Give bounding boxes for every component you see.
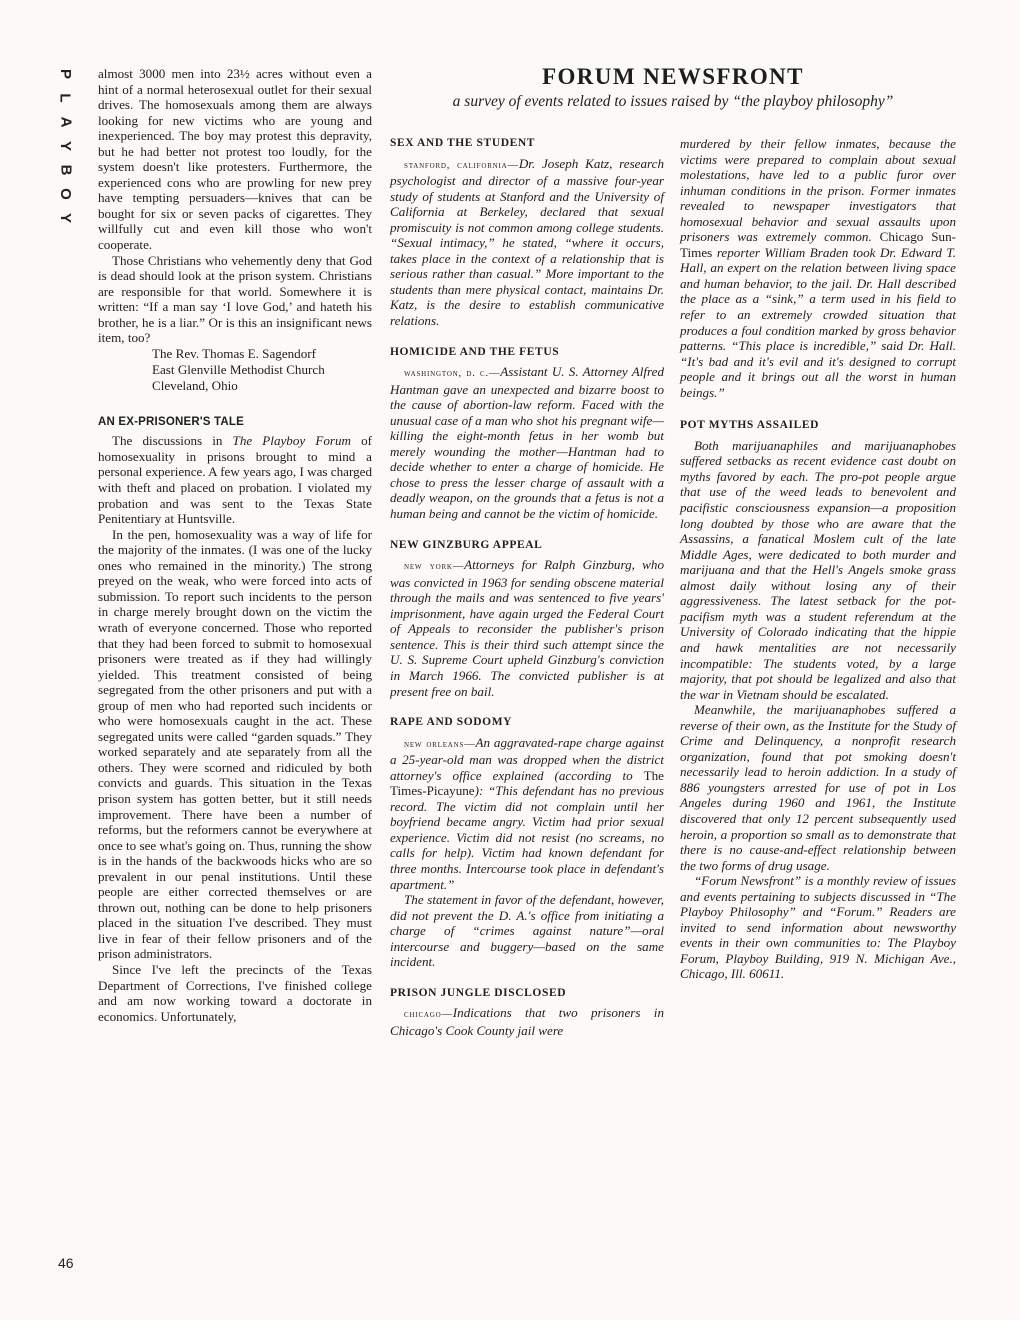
signature-church: East Glenville Methodist Church (152, 361, 325, 377)
news-item: Meanwhile, the marijuanaphobes suffered a reverse of their own, as the Institute for the Study of Crime and Delinquency, a nonprofit research organization, found that pot smoking doesn't necessarily lead to heroin addiction. In a study of 886 youngsters arrested for use of pot in Los Angeles during 1960 and 1961, the Institute discovered that only 12 percent subsequently used heroin, a proportion so small as to demonstrate that there is no cause-and-effect relationship between the two forms of drug usage. (680, 702, 956, 873)
news-item: The statement in favor of the defendant, however, did not prevent the D. A.'s office from initiating a charge of “crimes against nature”—oral intercourse and buggery—based on the same incident. (390, 892, 664, 970)
spine-letter: L (56, 93, 74, 103)
column-left (98, 66, 372, 1024)
column-middle (390, 136, 664, 1038)
news-heading: POT MYTHS ASSAILED (680, 419, 820, 432)
editor-note: “Forum Newsfront” is a monthly review of issues and events pertaining to subjects discussed in “The Playboy Philosophy” and “Forum.” Readers are invited to send information about newsworthy events in their own communities to: The Playboy Forum, Playboy Building, 919 N. Michigan Ave., Chicago, Ill. 60611. (680, 873, 956, 982)
publication-title: Chicago Sun-Times (680, 229, 956, 260)
publication-title: The Times-Picayune (390, 767, 664, 799)
news-item: new orleans—An aggravated-rape charge against a 25-year-old man was dropped when the district attorney's office explained (according to The Times-Picayune): “This defendant has no previous record. The victim did not complain until her boyfriend became angry. Victim had prior sexual experience. Victim did not resist (no screams, no calls for help). Victim had known defendant for three months. Intercourse took place in defendant's apartment.” (390, 734, 664, 892)
news-item: washington, d. c.—Assistant U. S. Attorney Alfred Hantman gave an unexpected and bizarre boost to the cause of abortion-law reform. Faced with the unusual case of a man who shot his pregnant wife—killing the eight-month fetus in her womb but merely wounding the mother—Hantman had to decide whether to enter a charge of homicide. He chose to press the lesser charge of assault with a deadly weapon, on the grounds that a fetus is not a human being and cannot be the victim of homicide. (390, 364, 664, 522)
section-header (390, 64, 956, 112)
spine-letter: P (56, 68, 74, 80)
paragraph: almost 3000 men into 23½ acres without even a hint of a normal heterosexual outlet for their sexual drives. The homosexuals among them are always looking for new victims who are young and inexperienced. The boy may protest this depravity, but he had better not protest too loudly, for the system doesn't like protesters. Furthermore, the experienced cons who are prowling for new prey have tempting persuaders—knives that can be bought for six or seven packs of cigarettes. They willfully cut and even kill those who won't cooperate. (98, 66, 372, 253)
dateline: stanford, california— (404, 159, 519, 171)
news-item: murdered by their fellow inmates, because the victims were prepared to complain about sexual molestations, have led to a public furor over inhuman conditions in the prison. Former inmates revealed to newspaper investigators that homosexual behavior and sexual assaults upon prisoners was extremely common. Chicago Sun-Times reporter William Braden took Dr. Edward T. Hall, an expert on the relation between living space and human behavior, to the jail. Dr. Hall described the place as a “sink,” a term used in his field to refer to an extremely crowded situation that produces a foul condition marked by gross behavior patterns. “This place is incredible,” said Dr. Hall. “It's bad and it's evil and it's designed to corrupt people and it brings out all the worst in human beings.” (680, 136, 956, 400)
signature-city: Cleveland, Ohio (152, 377, 238, 393)
news-item: stanford, california—Dr. Joseph Katz, research psychologist and director of a massive four-year study of students at Stanford and the University of California at Berkeley, declared that sexual promiscuity is not common among college students. “Sexual intimacy,” he stated, “where it occurs, takes place in the context of a relationship that is serious rather than casual.” More important to the students than mere physical contact, maintains Dr. Katz, is the desire to establish communicative relations. (390, 155, 664, 329)
spine-letter: Y (56, 212, 74, 224)
signature-name: The Rev. Thomas E. Sagendorf (152, 345, 316, 361)
spine-letter: B (57, 164, 74, 176)
news-item: chicago—Indications that two prisoners in Chicago's Cook County jail were (390, 1005, 664, 1038)
section-subtitle: a survey of events related to issues raised by “the playboy philosophy” (452, 93, 894, 110)
news-heading: HOMICIDE AND THE FETUS (390, 345, 560, 358)
dateline: new orleans— (404, 738, 476, 750)
section-title: FORUM NEWSFRONT (542, 64, 804, 89)
page-number: 46 (58, 1255, 74, 1271)
news-heading: NEW GINZBURG APPEAL (390, 538, 543, 551)
news-heading: SEX AND THE STUDENT (390, 137, 536, 149)
column-right (680, 136, 956, 982)
news-item: Both marijuanaphiles and marijuanaphobes suffered setbacks as recent evidence cast doubt on myths favored by each. The pro-pot people argue that use of the weed leads to benevolent and pacifistic consciousness expansion—a proposition long doubted by those who are aware that the Assassins, a fanatical Moslem cult of the late Middle Ages, were dedicated to both murder and marijuana and that the Hell's Angels smoke grass almost daily without losing any of their aggressiveness. The latest setback for the pot-pacifism myth was a student referendum at the University of Colorado indicating that the hippie and hawk mentalities are not necessarily incompatible: The students voted, by a large majority, that pot should be legalized and also that the war in Vietnam should be escalated. (680, 437, 956, 702)
magazine-spine-wordmark (54, 62, 76, 230)
spine-letter: Y (56, 140, 74, 152)
dateline: washington, d. c.— (404, 368, 501, 380)
dateline: chicago— (404, 1009, 453, 1021)
paragraph: In the pen, homosexuality was a way of life for the majority of the inmates. (I was one of the lucky ones who remained in the minority.) The strong preyed on the weak, who were forced into acts of submission. To report such incidents to the person in charge merely brought down on the victim the wrath of everyone concerned. Those who reported that they had been forced to submit to homosexual prisoners were treated as if they had willingly yielded. This treatment consisted of being segregated from the other prisoners and put with a group of men who had reported such incidents or who were homosexuals caught in the act. These segregated units were called “garden squads.” They worked separately and ate separately from all the others. They were scorned and ridiculed by both convicts and guards. This situation in the Texas prison system has gotten better, but it still needs improvement. There have been a number of reforms, but the reformers cannot be everywhere at once to see what's going on. Thus, running the show is in the hands of the backwoods hicks who are so prevalent in our penal institutions. Until these people are either corrected themselves or are thrown out, nothing can be done to help prisoners placed in the situation I've described. They must live in fear of their fellow prisoners and of the prison administrators. (98, 526, 372, 962)
dateline: new york— (404, 561, 465, 573)
publication-title: The Playboy Forum (232, 433, 351, 449)
news-item: new york—Attorneys for Ralph Ginzburg, who was convicted in 1963 for sending obscene material through the mails and was sentenced to five years' imprisonment, have again urged the Federal Court of Appeals to reconsider the publisher's prison sentence. This is their third such attempt since the U. S. Supreme Court upheld Ginzburg's conviction in March 1966. The convicted publisher is at present free on bail. (390, 557, 664, 699)
paragraph: The discussions in The Playboy Forum of homosexuality in prisons brought to mind a personal experience. A few years ago, I was charged with theft and placed on probation. I violated my probation and was sent to the Texas State Penitentiary at Huntsville. (98, 433, 372, 527)
spine-letter: A (57, 116, 74, 128)
paragraph: Since I've left the precincts of the Texas Department of Corrections, I've finished college and am now working toward a doctorate in economics. Unfortunately, (98, 961, 372, 1024)
paragraph: Those Christians who vehemently deny that God is dead should look at the prison system. Christians are responsible for that world. Somewhere it is written: “If a man say ‘I love God,’ and hateth his brother, he is a liar.” Or is this an insignificant news item, too? (98, 252, 372, 346)
section-heading: AN EX-PRISONER'S TALE (98, 415, 245, 428)
spine-letter: O (56, 188, 74, 200)
letter-signature (152, 346, 372, 394)
news-heading: PRISON JUNGLE DISCLOSED (390, 986, 567, 999)
news-heading: RAPE AND SODOMY (390, 716, 513, 729)
